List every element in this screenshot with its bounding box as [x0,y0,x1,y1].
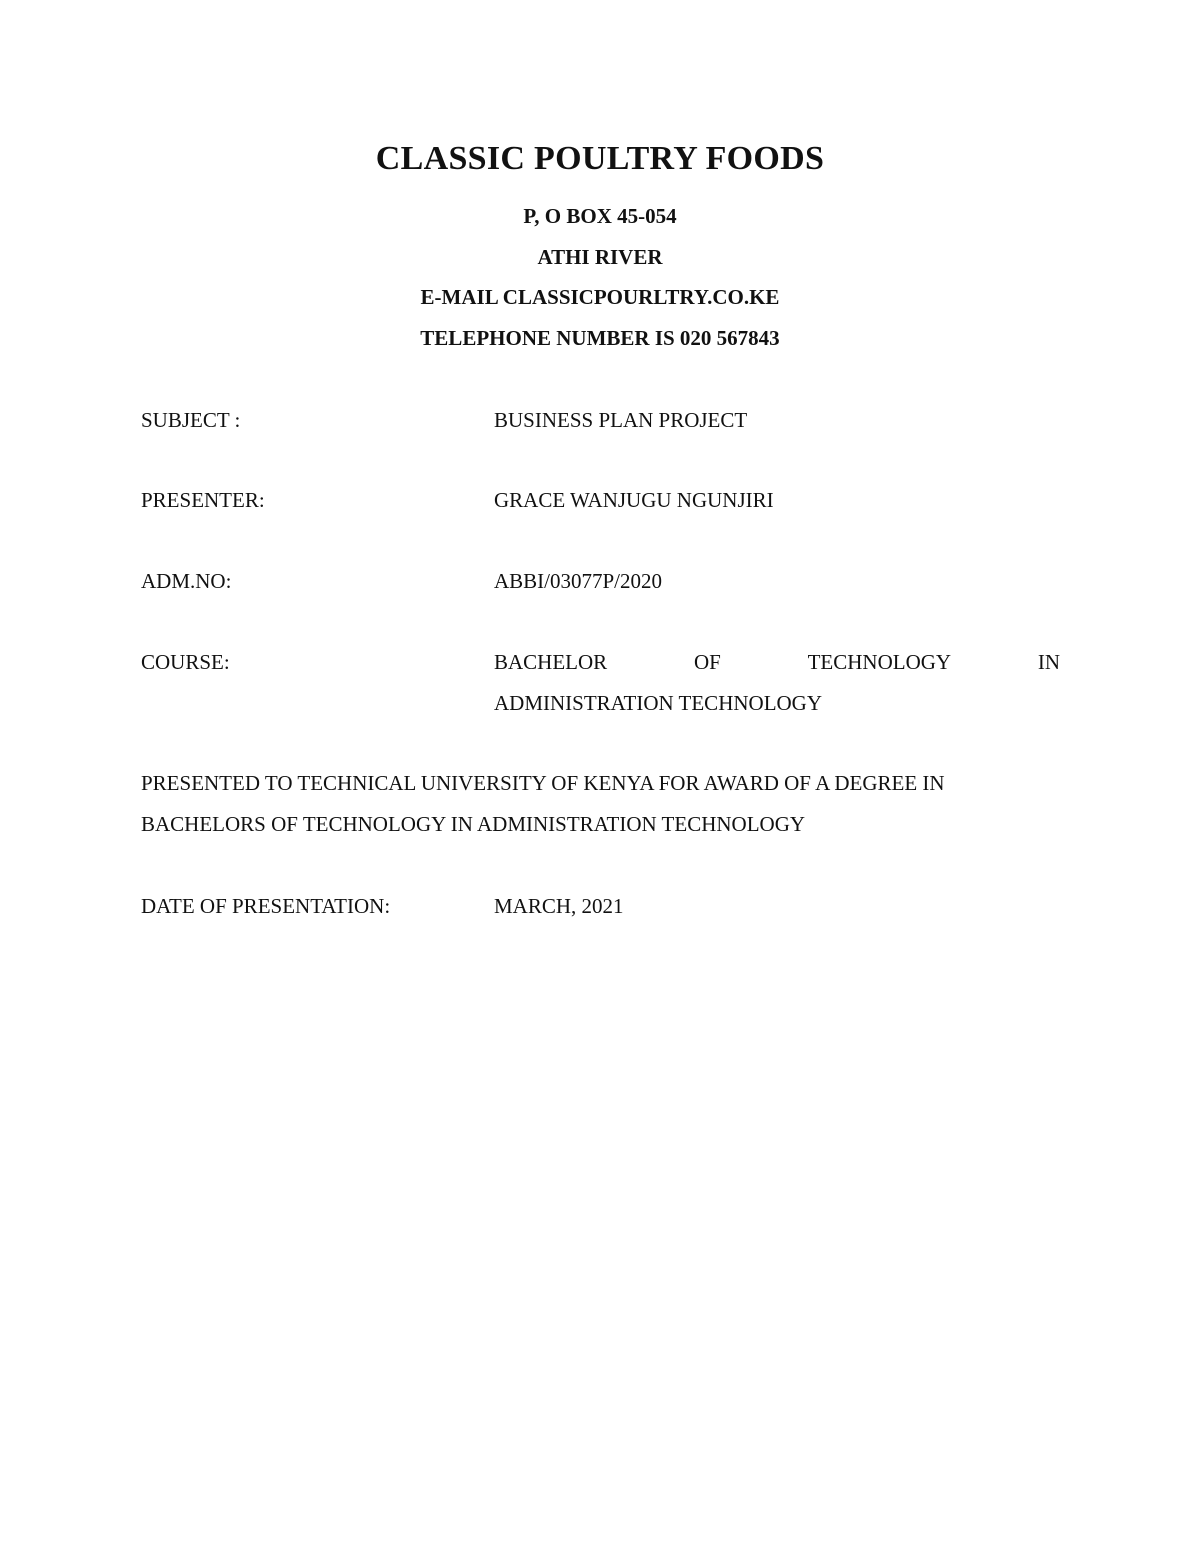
address-town: ATHI RIVER [537,245,663,269]
course-value-line2: ADMINISTRATION TECHNOLOGY [494,691,823,715]
date-value: MARCH, 2021 [494,894,624,918]
statement-line1: PRESENTED TO TECHNICAL UNIVERSITY OF KENYA FOR AWARD OF A DEGREE IN [141,771,945,795]
date-label: DATE OF PRESENTATION: [141,894,391,918]
adm-no-value: ABBI/03077P/2020 [494,569,663,593]
presenter-label: PRESENTER: [141,488,265,512]
course-word: IN [1037,650,1060,674]
adm-no-label: ADM.NO: [141,569,232,593]
statement-line2: BACHELORS OF TECHNOLOGY IN ADMINISTRATION TECHNOLOGY [141,812,806,836]
address-email: E-MAIL CLASSICPOURLTRY.CO.KE [420,285,780,309]
course-label: COURSE: [141,650,230,674]
course-word: OF [693,650,721,674]
course-value-line1 [494,650,1060,675]
subject-label: SUBJECT : [141,408,241,432]
address-po-box: P, O BOX 45-054 [523,204,677,228]
company-title: CLASSIC POULTRY FOODS [375,140,825,177]
subject-value: BUSINESS PLAN PROJECT [494,408,748,432]
address-telephone: TELEPHONE NUMBER IS 020 567843 [420,326,780,350]
course-word: BACHELOR [494,650,608,674]
course-word: TECHNOLOGY [807,650,952,674]
presenter-value: GRACE WANJUGU NGUNJIRI [494,488,774,512]
